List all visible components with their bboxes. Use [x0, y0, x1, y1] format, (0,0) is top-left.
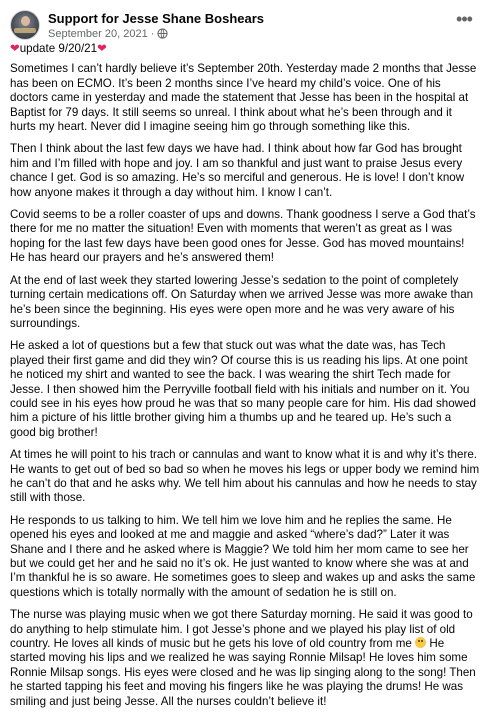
paragraph: He asked a lot of questions but a few that stuck out was what the date was, has Tech played their first game and did they win? Of course this is us reading his lips. At one point he noticed my shirt and wanted to see the back. I was wearing the shirt Tech made for Jesse. I then showed him the Perryville football field with his initials and number on it. You could see in his eyes how proud he was that so many people care for him. His dad showed him a picture of his little brother giving him a thumbs up and he teared up. He’s such a good big brother!: [10, 339, 476, 439]
paragraph-text: The nurse was playing music when we got there Saturday morning. He said it was good to do anything to help stimulate him. I got Jesse’s phone and we played his play list of old country. He loves all kinds of music but he gets his love of old country from me: [10, 608, 473, 651]
post-date-link[interactable]: September 20, 2021: [48, 28, 148, 40]
post-meta: [48, 28, 168, 42]
paragraph: [10, 608, 480, 709]
meta-separator: ·: [150, 28, 155, 40]
avatar[interactable]: [10, 10, 40, 40]
heart-icon: ❤: [97, 42, 107, 55]
paragraph: At the end of last week they started lowering Jesse’s sedation to the point of completely turning certain medications off. On Saturday when we arrived Jesse was more awake than he’s been since the beginning. His eyes were open more and he was very aware of his surroundings.: [10, 273, 474, 330]
post-title: [10, 42, 480, 56]
paragraph-text: He started moving his lips and we realized he was saying Ronnie Milsap! He loves him some Ronnie Milsap songs. His eyes were closed and he was lip singing along to the song! Then he started tapping his feet and moving his fingers like he was playing the drums! He was smiling and just being Jesse. All the nurses couldn’t believe it!: [10, 637, 476, 708]
paragraph: Sometimes I can’t hardly believe it’s September 20th. Yesterday made 2 months that Jesse has been on ECMO. It’s been 2 months since I’ve heard my child’s voice. One of his doctors came in yesterday and made the statement that Jesse has been in the hospital at Baptist for 79 days. It still seems so unreal. I think about what he’s been through and it hurts my heart. Never did I imagine seeing him go through something like this.: [10, 62, 477, 134]
avatar-head-shape: [21, 16, 30, 26]
page-name-link[interactable]: Support for Jesse Shane Boshears: [48, 11, 265, 26]
post-header: [10, 10, 478, 42]
more-options-icon[interactable]: •••: [456, 9, 472, 29]
avatar-band-shape: [14, 28, 36, 33]
smile-emoji-icon: [415, 637, 426, 648]
post-title-text: update 9/20/21: [19, 42, 98, 55]
paragraph: He responds to us talking to him. We tell him we love him and he replies the same. He opened his eyes and looked at me and maggie and asked “where’s dad?” Later it was Shane and I there and he asked where is Maggie? We told him her mom came to see her but we could get her and he said no it’s ok. He just wanted to know where she was at and I’m thankful he is so aware. He sometimes goes to sleep and wakes up and asks the same questions which is totally normally with the amount of sedation he is still on.: [10, 513, 476, 599]
heart-icon: ❤: [10, 42, 20, 55]
globe-icon: [157, 28, 168, 42]
paragraph: Covid seems to be a roller coaster of ups and downs. Thank goodness I serve a God that’s there for me no matter the situation! Even with moments that weren’t as great as I was hoping for the last few days have been good ones for Jesse. God has moved mountains! He has heard our prayers and he’s answered them!: [10, 208, 476, 265]
paragraph: At times he will point to his trach or cannulas and want to know what it is and why it’s there. He wants to get out of bed so bad so when he moves his legs or upper body we remind him he can’t do that and he asks why. We tell him about his cannulas and how he needs to stay still with those.: [10, 448, 480, 505]
paragraph: Then I think about the last few days we have had. I think about how far God has brought him and I’m filled with hope and joy. I am so thankful and just want to praise Jesus every chance I get. God is so amazing. He’s so merciful and generous. He is love! I don’t know how anyone makes it through a day without him. I know I can’t.: [10, 142, 465, 199]
post-body: [10, 42, 480, 717]
